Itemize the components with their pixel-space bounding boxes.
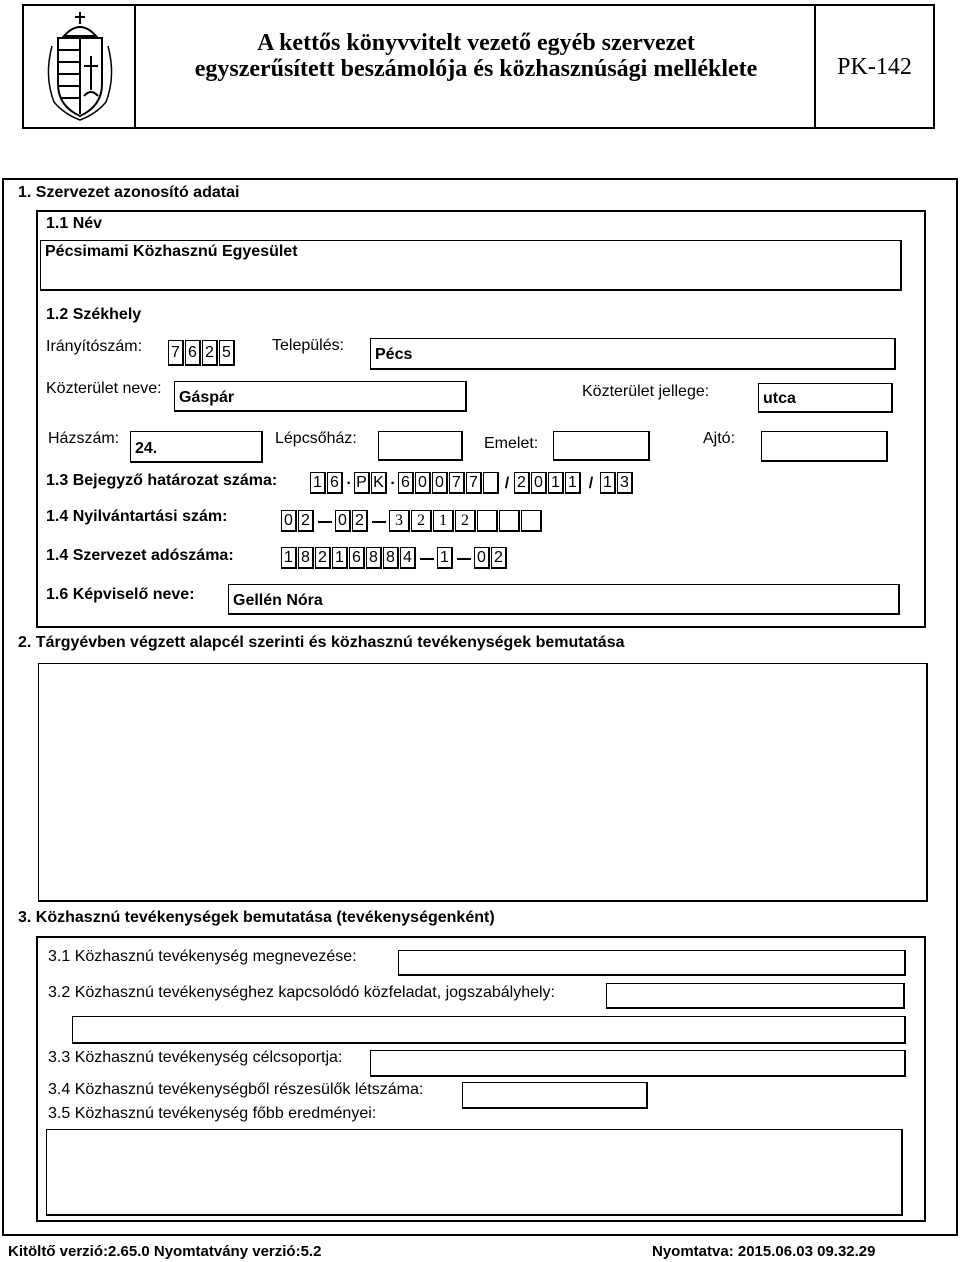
activity-name-label: 3.1 Közhasznú tevékenység megnevezése: — [48, 948, 357, 965]
registration-label: 1.3 Bejegyző határozat száma: — [46, 472, 278, 489]
registration-slash: / — [504, 475, 510, 492]
house-label: Házszám: — [48, 430, 120, 447]
record-no-dash — [315, 510, 335, 534]
tax-no-digit: 6 — [349, 547, 365, 569]
representative-value: Gellén Nóra — [233, 592, 323, 609]
zip-cells[interactable] — [168, 340, 236, 366]
public-task-label: 3.2 Közhasznú tevékenységhez kapcsolódó közfeladat, jogszabályhely: — [48, 984, 555, 1001]
registration-char: 6 — [398, 472, 414, 494]
door-label: Ajtó: — [703, 430, 736, 447]
results-label: 3.5 Közhasznú tevékenység főbb eredményei: — [48, 1105, 377, 1122]
representative-field[interactable] — [228, 584, 900, 615]
street-type-field[interactable] — [758, 383, 893, 413]
target-group-field[interactable] — [370, 1050, 906, 1077]
record-no-dash — [369, 510, 389, 534]
zip-digit: 7 — [168, 340, 184, 366]
registration-char: K — [371, 472, 387, 494]
public-task-field[interactable] — [606, 983, 905, 1009]
tax-no-digit: 1 — [332, 547, 348, 569]
tax-no-cells[interactable] — [281, 547, 508, 571]
beneficiaries-label: 3.4 Közhasznú tevékenységből részesülők létszáma: — [48, 1081, 424, 1098]
section3-title: 3. Közhasznú tevékenységek bemutatása (tevékenységenként) — [18, 909, 495, 926]
record-no-digit: 3 — [389, 510, 410, 532]
record-no-digit: 0 — [281, 510, 297, 532]
tax-no-dash — [417, 547, 437, 571]
registration-char: 7 — [449, 472, 465, 494]
street-field[interactable] — [174, 381, 467, 412]
registration-dot: · — [390, 475, 396, 492]
record-no-digit — [521, 510, 542, 532]
registration-char: 2 — [514, 472, 530, 494]
tax-no-digit: 4 — [400, 547, 416, 569]
zip-digit: 6 — [185, 340, 201, 366]
record-no-digit: 2 — [411, 510, 432, 532]
tax-no-digit: 2 — [491, 547, 507, 569]
public-task-field-continued[interactable] — [72, 1016, 906, 1044]
footer-print-date: Nyomtatva: 2015.06.03 09.32.29 — [652, 1243, 876, 1260]
tax-no-digit: 8 — [366, 547, 382, 569]
registration-char: 0 — [531, 472, 547, 494]
representative-label: 1.6 Képviselő neve: — [46, 586, 195, 603]
floor-label: Emelet: — [484, 435, 539, 452]
seat-label: 1.2 Székhely — [46, 306, 142, 323]
record-no-digit: 2 — [352, 510, 368, 532]
name-value: Pécsimami Közhasznú Egyesület — [45, 243, 298, 260]
registration-char: 0 — [432, 472, 448, 494]
registration-char — [483, 472, 499, 494]
city-value: Pécs — [375, 346, 413, 363]
door-field[interactable] — [761, 431, 888, 462]
registration-char: 1 — [565, 472, 581, 494]
tax-no-digit: 8 — [298, 547, 314, 569]
street-type-value: utca — [763, 390, 796, 407]
form-title-line1: A kettős könyvvitelt vezető egyéb szervezet — [257, 30, 695, 56]
record-no-label: 1.4 Nyilvántartási szám: — [46, 508, 228, 525]
form-title — [138, 30, 814, 82]
record-no-digit: 1 — [433, 510, 454, 532]
registration-dot: · — [346, 475, 352, 492]
registration-char: 7 — [466, 472, 482, 494]
form-header — [22, 4, 935, 129]
zip-digit: 5 — [219, 340, 235, 366]
house-field[interactable] — [130, 431, 263, 463]
registration-cells[interactable] — [310, 472, 634, 496]
section2-title: 2. Tárgyévben végzett alapcél szerinti és közhasznú tevékenységek bemutatása — [18, 634, 625, 651]
record-no-digit: 2 — [298, 510, 314, 532]
stair-label: Lépcsőház: — [275, 430, 357, 447]
city-label: Település: — [272, 337, 345, 354]
registration-char: 1 — [600, 472, 616, 494]
results-textarea[interactable] — [46, 1129, 903, 1216]
tax-no-digit: 8 — [383, 547, 399, 569]
street-type-label: Közterület jellege: — [582, 383, 710, 400]
zip-label: Irányítószám: — [46, 338, 143, 355]
record-no-cells[interactable] — [281, 510, 543, 534]
tax-no-label: 1.4 Szervezet adószáma: — [46, 547, 234, 564]
house-value: 24. — [135, 440, 158, 457]
tax-no-digit: 1 — [281, 547, 297, 569]
registration-slash: / — [588, 475, 594, 492]
activity-name-field[interactable] — [398, 950, 906, 976]
footer-version: Kitöltő verzió:2.65.0 Nyomtatvány verzió:5.2 — [8, 1243, 322, 1260]
tax-no-digit: 0 — [474, 547, 490, 569]
street-label: Közterület neve: — [46, 380, 162, 397]
form-title-line2: egyszerűsített beszámolója és közhasznúsági melléklete — [194, 56, 758, 82]
section2-textarea[interactable] — [38, 663, 928, 902]
stair-field[interactable] — [378, 431, 463, 461]
name-label: 1.1 Név — [46, 215, 103, 232]
tax-no-digit: 2 — [315, 547, 331, 569]
name-field[interactable] — [40, 240, 902, 291]
beneficiaries-field[interactable] — [462, 1082, 648, 1109]
coat-of-arms-logo — [24, 6, 136, 127]
record-no-digit: 0 — [335, 510, 351, 532]
tax-no-digit: 1 — [437, 547, 453, 569]
section1-title: 1. Szervezet azonosító adatai — [18, 184, 240, 201]
target-group-label: 3.3 Közhasznú tevékenység célcsoportja: — [48, 1049, 343, 1066]
floor-field[interactable] — [553, 431, 650, 461]
registration-char: 3 — [617, 472, 633, 494]
street-value: Gáspár — [179, 389, 235, 406]
registration-char: P — [354, 472, 370, 494]
form-code: PK-142 — [837, 54, 912, 80]
record-no-digit: 2 — [455, 510, 476, 532]
city-field[interactable] — [370, 338, 896, 370]
registration-char: 1 — [310, 472, 326, 494]
record-no-digit — [499, 510, 520, 532]
registration-char: 1 — [548, 472, 564, 494]
registration-char: 6 — [327, 472, 343, 494]
registration-char: 0 — [415, 472, 431, 494]
form-code-box — [814, 6, 933, 127]
tax-no-dash — [454, 547, 474, 571]
record-no-digit — [477, 510, 498, 532]
zip-digit: 2 — [202, 340, 218, 366]
